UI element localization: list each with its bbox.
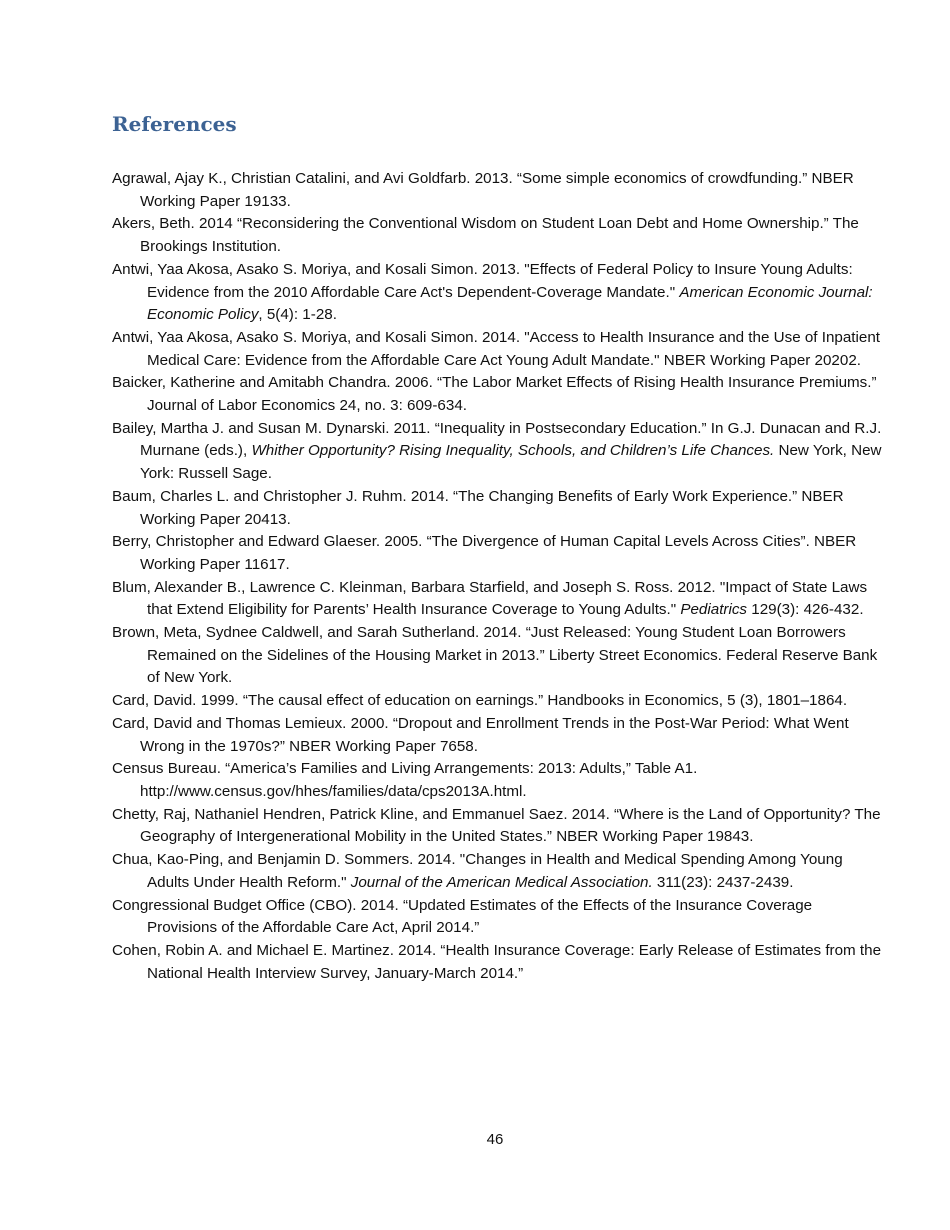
page-number: 46: [486, 1131, 504, 1148]
reference-item: Chua, Kao-Ping, and Benjamin D. Sommers. 2014. "Changes in Health and Medical Spending Among Young Adults Under Health Reform." Journal of the American Medical Association. 311(23): 2437-2439.: [112, 851, 843, 891]
reference-item: Card, David and Thomas Lemieux. 2000. “Dropout and Enrollment Trends in the Post-War Period: What Went Wrong in the 1970s?” NBER Working Paper 7658.: [112, 714, 849, 755]
reference-item: Antwi, Yaa Akosa, Asako S. Moriya, and Kosali Simon. 2014. "Access to Health Insurance and the Use of Inpatient Medical Care: Evidence from the Affordable Care Act Young Adult Mandate." NBER Working Paper 20202.: [112, 328, 881, 369]
reference-item: Antwi, Yaa Akosa, Asako S. Moriya, and Kosali Simon. 2013. "Effects of Federal Policy to Insure Young Adults: Evidence from the 2010 Affordable Care Act's Dependent-Coverage Mandate." American Economic Journal: Economic Policy, 5(4): 1-28.: [112, 260, 873, 324]
reference-item: Congressional Budget Office (CBO). 2014. “Updated Estimates of the Effects of the Insurance Coverage Provisions of the Affordable Care Act, April 2014.”: [112, 896, 813, 937]
reference-item: Cohen, Robin A. and Michael E. Martinez. 2014. “Health Insurance Coverage: Early Release of Estimates from the National Health Interview Survey, January-March 2014.”: [112, 941, 882, 982]
reference-list: [112, 168, 882, 985]
reference-item: Baicker, Katherine and Amitabh Chandra. 2006. “The Labor Market Effects of Rising Health Insurance Premiums.” Journal of Labor Economics 24, no. 3: 609-634.: [112, 374, 877, 415]
reference-item: Baum, Charles L. and Christopher J. Ruhm. 2014. “The Changing Benefits of Early Work Experience.” NBER Working Paper 20413.: [112, 487, 844, 528]
reference-item: Akers, Beth. 2014 “Reconsidering the Conventional Wisdom on Student Loan Debt and Home Ownership.” The Brookings Institution.: [112, 215, 859, 256]
page-title: References: [112, 112, 237, 136]
reference-item: Agrawal, Ajay K., Christian Catalini, and Avi Goldfarb. 2013. “Some simple economics of crowdfunding.” NBER Working Paper 19133.: [112, 170, 854, 210]
reference-item: Chetty, Raj, Nathaniel Hendren, Patrick Kline, and Emmanuel Saez. 2014. “Where is the Land of Opportunity? The Geography of Intergenerational Mobility in the United States.” NBER Working Paper 19843.: [112, 805, 881, 846]
reference-item: Bailey, Martha J. and Susan M. Dynarski. 2011. “Inequality in Postsecondary Education.” In G.J. Dunacan and R.J. Murnane (eds.), Whither Opportunity? Rising Inequality, Schools, and Children’s Life Chances. New York, New York: Russell Sage.: [112, 419, 882, 483]
reference-item: Card, David. 1999. “The causal effect of education on earnings.” Handbooks in Economics, 5 (3), 1801–1864.: [112, 692, 848, 710]
reference-item: Blum, Alexander B., Lawrence C. Kleinman, Barbara Starfield, and Joseph S. Ross. 2012. "Impact of State Laws that Extend Eligibility for Parents’ Health Insurance Coverage to Young Adults." Pediatrics 129(3): 426-432.: [112, 578, 868, 619]
reference-item: Census Bureau. “America’s Families and Living Arrangements: 2013: Adults,” Table A1. http://www.census.gov/hhes/families/data/cps2013A.html.: [112, 760, 698, 800]
reference-item: Berry, Christopher and Edward Glaeser. 2005. “The Divergence of Human Capital Levels Across Cities”. NBER Working Paper 11617.: [112, 533, 857, 573]
reference-item: Brown, Meta, Sydnee Caldwell, and Sarah Sutherland. 2014. “Just Released: Young Student Loan Borrowers Remained on the Sidelines of the Housing Market in 2013.” Liberty Street Economics. Federal Reserve Bank of New York.: [112, 624, 878, 687]
